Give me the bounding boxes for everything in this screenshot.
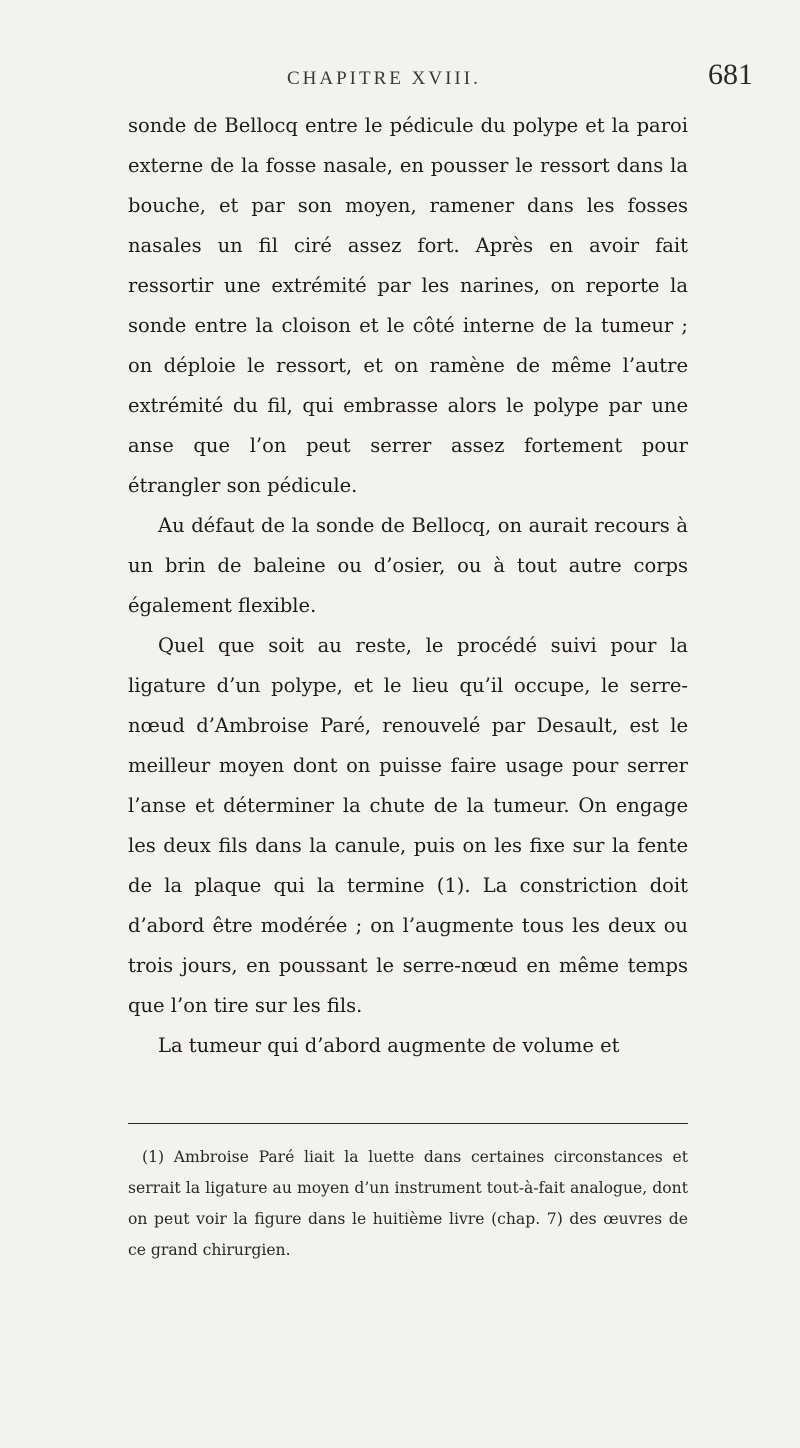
paragraph-4: La tumeur qui d’abord augmente de volume et [158, 1034, 620, 1057]
paragraph-1: sonde de Bellocq entre le pédicule du polype et la paroi externe de la fosse nasale, en pousser le ressort dans la bouche, et par son moyen, ramener dans les fosses nasales un fil ciré assez fort. Après en avoir fait ressortir une extrémité par les narines, on reporte la sonde entre la cloison et le côté interne de la tumeur ; on déploie le ressort, et on ramène de même l’autre extrémité du fil, qui embrasse alors le polype par une anse que l’on peut serrer assez fortement pour étrangler son pédicule. [128, 114, 688, 497]
running-title: CHAPITRE XVIII. [287, 68, 481, 89]
paragraph-2: Au défaut de la sonde de Bellocq, on aurait recours à un brin de baleine ou d’osier, ou à tout autre corps également flexible. [128, 514, 688, 617]
footnote-rule [128, 1123, 688, 1124]
paragraph-3: Quel que soit au reste, le procédé suivi pour la ligature d’un polype, et le lieu qu’il occupe, le serre-nœud d’Ambroise Paré, renouvelé par Desault, est le meilleur moyen dont on puisse faire usage pour serrer l’anse et déterminer la chute de la tumeur. On engage les deux fils dans la canule, puis on les fixe sur la fente de la plaque qui la termine (1). La constriction doit d’abord être modérée ; on l’augmente tous les deux ou trois jours, en poussant le serre-nœud en même temps que l’on tire sur les fils. [128, 634, 688, 1017]
footnote [128, 1142, 688, 1266]
body-text [128, 106, 688, 1066]
page-number: 681 [708, 58, 753, 91]
footnote-text: (1) Ambroise Paré liait la luette dans certaines circonstances et serrait la ligature au moyen d’un instrument tout-à-fait analogue, dont on peut voir la figure dans le huitième livre (chap. 7) des œuvres de ce grand chirurgien. [128, 1148, 688, 1259]
running-head [0, 58, 800, 98]
